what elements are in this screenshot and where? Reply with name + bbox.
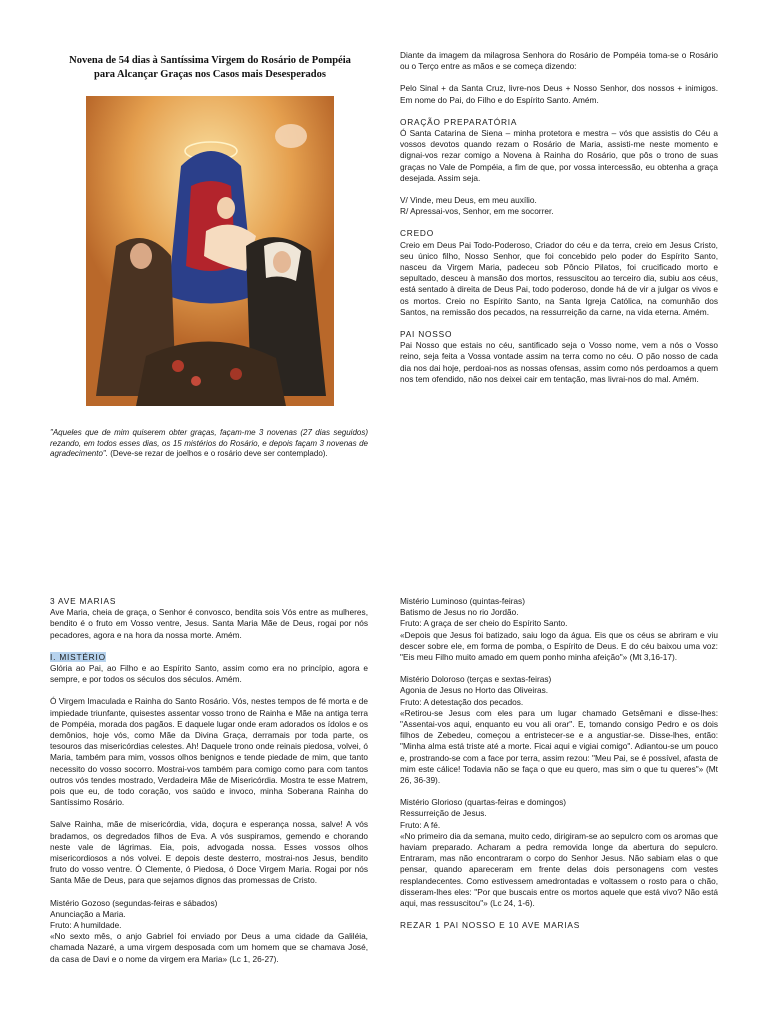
luminous-fruit: Fruto: A graça de ser cheio do Espírito Santo. xyxy=(400,618,568,629)
caption-note: (Deve-se rezar de joelhos e o rosário deve ser contemplado). xyxy=(107,449,328,459)
madonna-rosary-painting xyxy=(86,96,334,406)
hail-mary-heading: 3 AVE MARIAS xyxy=(50,596,117,606)
luminous-text: «Depois que Jesus foi batizado, saiu logo da água. Eis que os céus se abriram e viu descer sobre ele, em forma de pomba, o Espírito de Deus. E do céu baixou uma voz: "Eis meu Filho muito amado em quem ponho minha afeição"» (Mt 3,16-17). xyxy=(400,629,718,663)
glorious-text: «No primeiro dia da semana, muito cedo, dirigiram-se ao sepulcro com os aromas que haviam preparado. Acharam a pedra removida longe da abertura do sepulcro. Entraram, mas não encontraram o corpo do Senhor Jesus. Não sabiam elas o que pensar, quando apareceram em frente delas dois personagens com vestes resplandecentes. Como estivessem amedrontadas e voltassem o rosto para o chão, disseram-lhes eles: "Por que buscais entre os mortos aquele que está vivo? Não está aqui, mas ressuscitou"» (Lc 24, 1-6). xyxy=(400,830,718,909)
our-father-heading: PAI NOSSO xyxy=(400,329,453,340)
joyful-fruit: Fruto: A humildade. xyxy=(50,920,122,931)
mystery-heading: I. MISTÉRIO xyxy=(50,651,106,662)
luminous-title: Mistério Luminoso (quintas-feiras) xyxy=(400,596,525,606)
glory-text: Glória ao Pai, ao Filho e ao Espírito Santo, assim como era no princípio, agora e sempre, e por todos os séculos dos séculos. Amém. xyxy=(50,663,368,685)
virgin-prayer-text: Ó Virgem Imaculada e Rainha do Santo Rosário. Vós, nestes tempos de fé morta e de impiedade triunfante, quisestes assentar vosso trono de Rainha e Mãe na antiga terra de Pompéia, morada dos pagãos. E daquele lugar onde eram adorados os ídolos e os demônios, hoje vós, como Mãe da Divina Graça, derramais por toda parte, os tesouros das misericórdias celestes. Ah! Daquele trono onde reinais piedosa, volvei, ó Maria, também para mim, vossos olhos benignos e tende piedade de mim, que tanto necessito do vosso socorro. Mostrai-vos também para comigo como para com tantos outros vós tendes mostrado, Verdadeira Mãe de Misericórdia. Mostra te esse Matrem, pois que eu, de todo coração, vos saúdo e invoco, minha Soberana Rainha do Santíssimo Rosário. xyxy=(50,696,368,808)
right-column-page-1 xyxy=(400,50,718,396)
sorrowful-name: Agonia de Jesus no Horto das Oliveiras. xyxy=(400,685,549,696)
caption-quote: "Aqueles que de mim quiserem obter graças, façam-me 3 novenas (27 dias seguidos) rezando, em todos esses dias, os 15 mistérios do Rosário, e depois façam 3 novenas de agradecimento". xyxy=(50,428,368,459)
luminous-name: Batismo de Jesus no rio Jordão. xyxy=(400,607,519,618)
joyful-text: «No sexto mês, o anjo Gabriel foi enviado por Deus a uma cidade da Galiléia, chamada Nazaré, a uma virgem desposada com um homem que se chamava José, da casa de Davi e o nome da virgem era Maria» (Lc 1, 26-27). xyxy=(50,931,368,964)
painting-caption xyxy=(50,428,368,460)
creed-text: Creio em Deus Pai Todo-Poderoso, Criador do céu e da terra, creio em Jesus Cristo, seu único filho, Nosso Senhor, que foi concebido pelo poder do Espírito Santo, nasceu da Virgem Maria, padeceu sob Pôncio Pilatos, foi crucificado morto e sepultado, desceu à mansão dos mortos, ressuscitou ao terceiro dia, subiu aos céus, está sentado à direita de Deus Pai, todo poderoso, donde há de vir a julgar os vivos e os mortos. Creio no Espírito Santo, na Santa Igreja Católica, na comunhão dos Santos, na remissão dos pecados, na ressurreição da carne, na vida eterna. Amém. xyxy=(400,239,718,317)
sorrowful-fruit: Fruto: A detestação dos pecados. xyxy=(400,696,524,707)
intro-text: Diante da imagem da milagrosa Senhora do Rosário de Pompéia toma-se o Rosário ou o Terço entre as mãos e se começa dizendo: xyxy=(400,50,718,72)
right-column-page-2 xyxy=(400,596,718,931)
left-column-page-2 xyxy=(50,596,368,965)
title-line-1: Novena de 54 dias à Santíssima Virgem do Rosário de Pompéia xyxy=(69,55,351,66)
salve-regina-text: Salve Rainha, mãe de misericórdia, vida, doçura e esperança nossa, salve! A vós bradamos, os degredados filhos de Eva. A vós suspiramos, gemendo e chorando neste vale de lágrimas. Eia, pois, advogada nossa. Esses vossos olhos misericordiosos a nós volvei. E depois deste desterro, mostrai-nos Jesus, bendito fruto do vosso ventre. Ó Clemente, ó Piedosa, ó Doce Virgem Maria. Rogai por nós Santa Mãe de Deus, para que sejamos dignos das promessas de Cristo. xyxy=(50,819,368,886)
glorious-name: Ressurreição de Jesus. xyxy=(400,808,487,819)
versicle-text: V/ Vinde, meu Deus, em meu auxílio. xyxy=(400,195,537,206)
joyful-title: Mistério Gozoso (segundas-feiras e sábados) xyxy=(50,897,218,908)
glorious-fruit: Fruto: A fé. xyxy=(400,819,441,830)
glorious-title: Mistério Glorioso (quartas-feiras e domingos) xyxy=(400,797,566,808)
painting-artwork xyxy=(86,96,334,406)
sorrowful-title: Mistério Doloroso (terças e sextas-feiras) xyxy=(400,674,552,685)
joyful-name: Anunciação a Maria. xyxy=(50,908,126,919)
document-title xyxy=(50,54,370,82)
page-2 xyxy=(0,512,768,1024)
our-father-text: Pai Nosso que estais no céu, santificado seja o Vosso nome, vem a nós o Vosso reino, seja feita a Vossa vontade assim na terra como no céu. O pão nosso de cada dia nos dai hoje, perdoai-nos as nossas ofensas, assim como nós perdoamos a quem nos tem ofendido, não nos deixei cair em tentação, mas livrai-nos do mal. Amém. xyxy=(400,340,718,384)
sorrowful-text: «Retirou-se Jesus com eles para um lugar chamado Getsêmani e disse-lhes: "Assentai-vos aqui, enquanto eu vou ali orar". E, tomando consigo Pedro e os dois filhos de Zebedeu, começou a entristecer-se e a angustiar-se. Disse-lhes, então: "Minha alma está triste até a morte. Ficai aqui e vigiai comigo". Adiantou-se um pouco e, prostrando-se com a face por terra, assim rezou: "Meu Pai, se é possível, afasta de mim este cálice! Todavia não se faça o que eu quero, mas sim o que tu queres"» (Mt 26, 36-39). xyxy=(400,707,718,786)
prep-heading: ORAÇÃO PREPARATÓRIA xyxy=(400,116,518,127)
title-line-2: para Alcançar Graças nos Casos mais Desesperados xyxy=(94,69,326,80)
final-instruction: REZAR 1 PAI NOSSO E 10 AVE MARIAS xyxy=(400,920,581,931)
prep-text: Ó Santa Catarina de Siena – minha protetora e mestra – vós que assistis do Céu a vossos devotos quando rezam o Rosário de Maria, assisti-me neste momento e dignai-vos rezar comigo a Novena à Rainha do Rosário, que pôs o trono de suas graças no Vale de Pompéia, a fim de que, por vossa intercessão, eu obtenha a graça desejada. Assim seja. xyxy=(400,128,718,183)
response-text: R/ Apressai-vos, Senhor, em me socorrer. xyxy=(400,206,554,217)
hail-mary-text: Ave Maria, cheia de graça, o Senhor é convosco, bendita sois Vós entre as mulheres, bendito é o fruto em Vosso ventre, Jesus. Santa Maria Mãe de Deus, rogai por nós pecadores, agora e na hora da nossa morte. Amém. xyxy=(50,607,368,640)
sign-of-cross-text: Pelo Sinal + da Santa Cruz, livre-nos Deus + Nosso Senhor, dos nossos + inimigos. Em nome do Pai, do Filho e do Espírito Santo. Amém. xyxy=(400,83,718,105)
creed-heading: CREDO xyxy=(400,228,434,239)
